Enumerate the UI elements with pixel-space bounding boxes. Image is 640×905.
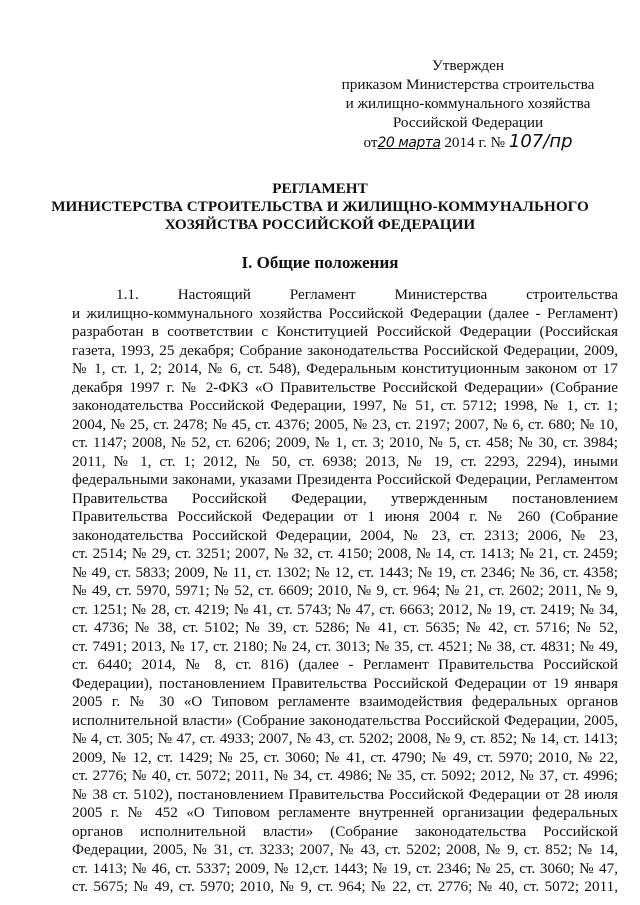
body-line: законодательства Российской Федерации, 2004, № 23, ст. 2313; 2006, № 23,	[72, 526, 618, 544]
date-prefix: от	[363, 134, 378, 151]
body-paragraph	[72, 286, 618, 897]
document-title	[0, 180, 640, 234]
title-line: ХОЗЯЙСТВА РОССИЙСКОЙ ФЕДЕРАЦИИ	[164, 216, 476, 233]
title-line: РЕГЛАМЕНТ	[272, 180, 368, 197]
body-line: и жилищно-коммунального хозяйства Российской Федерации (далее - Регламент)	[72, 304, 618, 322]
body-line: органов исполнительной власти» (Собрание законодательства Российской	[72, 822, 618, 840]
body-line: № 38 ст. 5102), постановлением Правительства Российской Федерации от 28 июля	[72, 785, 618, 803]
body-line: Федерации, 2005, № 31, ст. 3233; 2007, № 43, ст. 5202; 2008, № 9, ст. 852; № 14,	[72, 841, 618, 858]
body-line: ст. 5675; № 49, ст. 5970; 2010, № 9, ст. 964; № 22, ст. 2776; № 40, ст. 5072; 2011,	[72, 878, 618, 895]
body-line: ст. 4736; № 38, ст. 5102; № 39, ст. 5286; № 41, ст. 5635; № 42, ст. 5716; № 52,	[72, 619, 618, 636]
body-line: № 4, ст. 305; № 47, ст. 4933; 2007, № 43, ст. 5202; 2008, № 9, ст. 852; № 14, ст. 1413;	[72, 730, 618, 747]
body-line: 2004, № 25, ст. 2478; № 45, ст. 4376; 2005, № 23, ст. 2197; 2007, № 6, ст. 680; № 10,	[72, 415, 618, 433]
body-line: законодательства Российской Федерации, 1997, № 51, ст. 5712; 1998, № 1, ст. 1;	[72, 397, 618, 414]
body-line: исполнительной власти» (Собрание законодательства Российской Федерации, 2005,	[72, 711, 618, 729]
date-year: 2014 г. №	[444, 134, 506, 151]
approval-line: и жилищно-коммунального хозяйства	[345, 95, 591, 112]
body-line: ст. 2514; № 29, ст. 3251; 2007, № 32, ст. 4150; 2008, № 14, ст. 1413; № 21, ст. 2459;	[72, 545, 618, 562]
approval-block	[318, 56, 618, 153]
body-line: ст. 7491; 2013, № 17, ст. 2180; № 24, ст. 3013; № 35, ст. 4521; № 38, ст. 4831; № 49,	[72, 637, 618, 655]
body-line: 1.1. Настоящий Регламент Министерства строительства	[116, 286, 618, 303]
body-line: Правительства Российской Федерации, утвержденным постановлением	[72, 489, 618, 507]
body-line: федеральными законами, указами Президента Российской Федерации, Регламентом	[72, 471, 618, 488]
body-line: 2005 г. № 452 «О Типовом регламенте внутренней организации федеральных	[72, 804, 618, 821]
body-line: ст. 1251; № 28, ст. 4219; № 41, ст. 5743; № 47, ст. 6663; 2012, № 19, ст. 2419; № 34,	[72, 600, 618, 618]
body-line: № 49, ст. 5833; 2009, № 11, ст. 1302; № 12, ст. 1443; № 19, ст. 2346; № 36, ст. 4358;	[72, 563, 618, 581]
handwritten-date: 20 марта	[377, 135, 441, 151]
body-line: ст. 1413; № 46, ст. 5337; 2009, № 12,ст. 1443; № 19, ст. 2346; № 25, ст. 3060; № 47,	[72, 859, 618, 877]
body-line: ст. 2776; № 40, ст. 5072; 2011, № 34, ст. 4986; № 35, ст. 5092; 2012, № 37, ст. 4996;	[72, 767, 618, 784]
body-line: 2005 г. № 30 «О Типовом регламенте взаимодействия федеральных органов	[72, 693, 618, 710]
body-line: 2009, № 12, ст. 1429; № 25, ст. 3060; № 41, ст. 4790; № 49, ст. 5970; 2010, № 22,	[72, 748, 618, 766]
body-line: ст. 6440; 2014, № 8, ст. 816) (далее - Регламент Правительства Российской	[72, 656, 618, 673]
body-line: Федерации), постановлением Правительства Российской Федерации от 19 января	[72, 674, 618, 692]
body-line: Правительства Российской Федерации от 1 июня 2004 г. № 260 (Собрание	[72, 508, 618, 525]
body-line: декабря 1997 г. № 2-ФКЗ «О Правительстве Российской Федерации» (Собрание	[72, 378, 618, 396]
body-line: 2011, № 1, ст. 1; 2012, № 50, ст. 6938; 2013, № 19, ст. 2293, 2294), иными	[72, 452, 618, 470]
body-line: № 1, ст. 1, 2; 2014, № 6, ст. 548), Федеральным конституционным законом от 17	[72, 360, 618, 377]
title-line: МИНИСТЕРСТВА СТРОИТЕЛЬСТВА И ЖИЛИЩНО-КОММУНАЛЬНОГО	[51, 198, 589, 215]
body-line: ст. 1147; 2008, № 52, ст. 6206; 2009, № 1, ст. 3; 2010, № 5, ст. 458; № 30, ст. 3984;	[72, 434, 618, 451]
body-line: № 49, ст. 5970, 5971; № 52, ст. 6609; 2010, № 9, ст. 964; № 21, ст. 2602; 2011, № 9,	[72, 582, 618, 599]
approval-line: приказом Министерства строительства	[341, 76, 595, 93]
section-heading: I. Общие положения	[241, 253, 399, 272]
body-line: газета, 1993, 25 декабря; Собрание законодательства Российской Федерации, 2009,	[72, 341, 618, 359]
handwritten-order-number: 107/пр	[508, 131, 573, 152]
approval-date-line	[318, 132, 618, 153]
body-line: разработан в соответствии с Конституцией Российской Федерации (Российская	[72, 323, 618, 340]
approval-line: Российской Федерации	[392, 114, 544, 131]
approval-heading: Утвержден	[432, 57, 504, 74]
